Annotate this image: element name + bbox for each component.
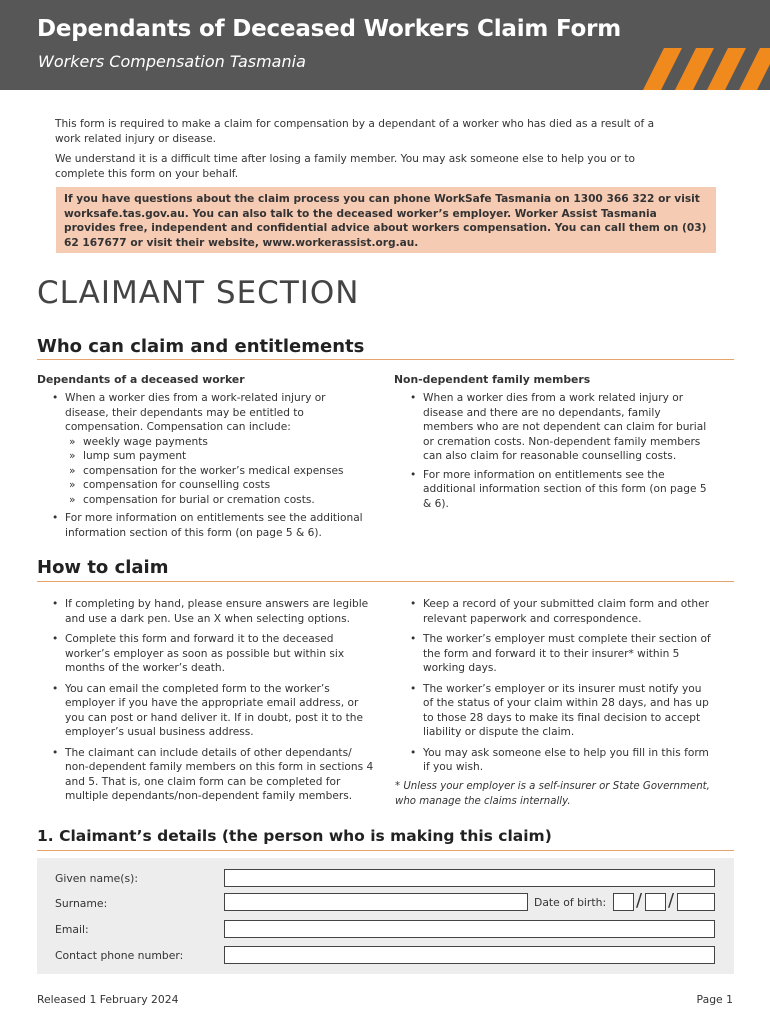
dob-year-input[interactable] (677, 893, 715, 911)
section-divider (37, 581, 734, 582)
who-can-claim-heading: Who can claim and entitlements (37, 336, 365, 357)
list-item-text: When a worker dies from a work-related injury or disease, their dependants may be entitled to compensation. Compensation can include: (65, 392, 326, 433)
email-input[interactable] (224, 920, 715, 938)
non-dependent-list (409, 391, 709, 515)
surname-label: Surname: (55, 897, 108, 910)
intro-paragraph-1: This form is required to make a claim for compensation by a dependant of a worker who has died as a result of a work related injury or disease. (55, 118, 655, 145)
email-label: Email: (55, 923, 89, 936)
dependants-list (51, 391, 371, 544)
list-item: » compensation for counselling costs (65, 478, 371, 493)
how-to-claim-heading: How to claim (37, 557, 169, 578)
list-item: • The claimant can include details of other dependants/ non-dependent family members on this form in sections 4 and 5. That is, one claim form can be completed for multiple dependants/non-dependent family members. (51, 746, 376, 804)
dob-month-input[interactable] (645, 893, 666, 911)
section-divider (37, 359, 734, 360)
list-item: • Complete this form and forward it to the deceased worker’s employer as soon as possible but within six months of the worker’s death. (51, 632, 376, 676)
how-to-claim-left-list (51, 597, 376, 808)
list-item: • You may ask someone else to help you fill in this form if you wish. (409, 746, 714, 775)
form-subtitle: Workers Compensation Tasmania (38, 52, 306, 71)
list-item: • For more information on entitlements see the additional information section of this form (on page 5 & 6). (409, 468, 709, 512)
how-to-claim-right-list (409, 597, 714, 779)
page-number: Page 1 (696, 993, 733, 1006)
contact-phone-input[interactable] (224, 946, 715, 964)
insurer-footnote: * Unless your employer is a self-insurer or State Government, who manage the claims internally. (395, 781, 710, 807)
list-item: » compensation for burial or cremation costs. (65, 493, 371, 508)
contact-info-callout: If you have questions about the claim process you can phone WorkSafe Tasmania on 1300 366 322 or visit worksafe.tas.gov.au. You can also talk to the deceased worker’s employer. Worker Assist Tasmania provides free, independent and confidential advice about workers compensation. You can call them on (03) 62 167677 or visit their website, www.workerassist.org.au. (56, 187, 716, 253)
list-item: » lump sum payment (65, 449, 371, 464)
given-names-input[interactable] (224, 869, 715, 887)
claimant-details-form (37, 858, 734, 974)
form-title: Dependants of Deceased Workers Claim Form (37, 16, 622, 42)
list-item: • Keep a record of your submitted claim form and other relevant paperwork and correspondence. (409, 597, 714, 626)
dob-day-input[interactable] (613, 893, 634, 911)
claimant-details-heading: 1. Claimant’s details (the person who is making this claim) (37, 827, 552, 845)
list-item: • The worker’s employer must complete their section of the form and forward it to their insurer* within 5 working days. (409, 632, 714, 676)
list-item: » weekly wage payments (65, 435, 371, 450)
dependants-heading: Dependants of a deceased worker (37, 373, 245, 386)
date-separator: / (668, 890, 675, 911)
header-banner (0, 0, 770, 90)
contact-phone-label: Contact phone number: (55, 949, 184, 962)
surname-input[interactable] (224, 893, 528, 911)
non-dependent-heading: Non-dependent family members (394, 373, 591, 386)
claimant-section-title: CLAIMANT SECTION (37, 275, 360, 311)
date-of-birth-label: Date of birth: (534, 896, 607, 909)
given-names-label: Given name(s): (55, 872, 138, 885)
hazard-stripes-logo (620, 0, 770, 90)
list-item (51, 391, 371, 507)
compensation-types-list (65, 435, 371, 508)
list-item: • For more information on entitlements see the additional information section of this form (on page 5 & 6). (51, 511, 371, 540)
date-separator: / (636, 890, 643, 911)
intro-paragraph-2: We understand it is a difficult time after losing a family member. You may ask someone else to help you or to complete this form on your behalf. (55, 153, 635, 180)
list-item: • You can email the completed form to the worker’s employer if you have the appropriate email address, or you can post or hand deliver it. If in doubt, post it to the employer’s usual business address. (51, 682, 376, 740)
release-date: Released 1 February 2024 (37, 993, 179, 1006)
section-divider (37, 850, 734, 851)
list-item: » compensation for the worker’s medical expenses (65, 464, 371, 479)
list-item: • When a worker dies from a work related injury or disease and there are no dependants, family members who are not dependent can claim for burial or cremation costs. Non-dependent family members can also claim for reasonable counselling costs. (409, 391, 709, 464)
list-item: • If completing by hand, please ensure answers are legible and use a dark pen. Use an X when selecting options. (51, 597, 376, 626)
list-item: • The worker’s employer or its insurer must notify you of the status of your claim within 28 days, and has up to those 28 days to make its final decision to accept liability or dispute the claim. (409, 682, 714, 740)
